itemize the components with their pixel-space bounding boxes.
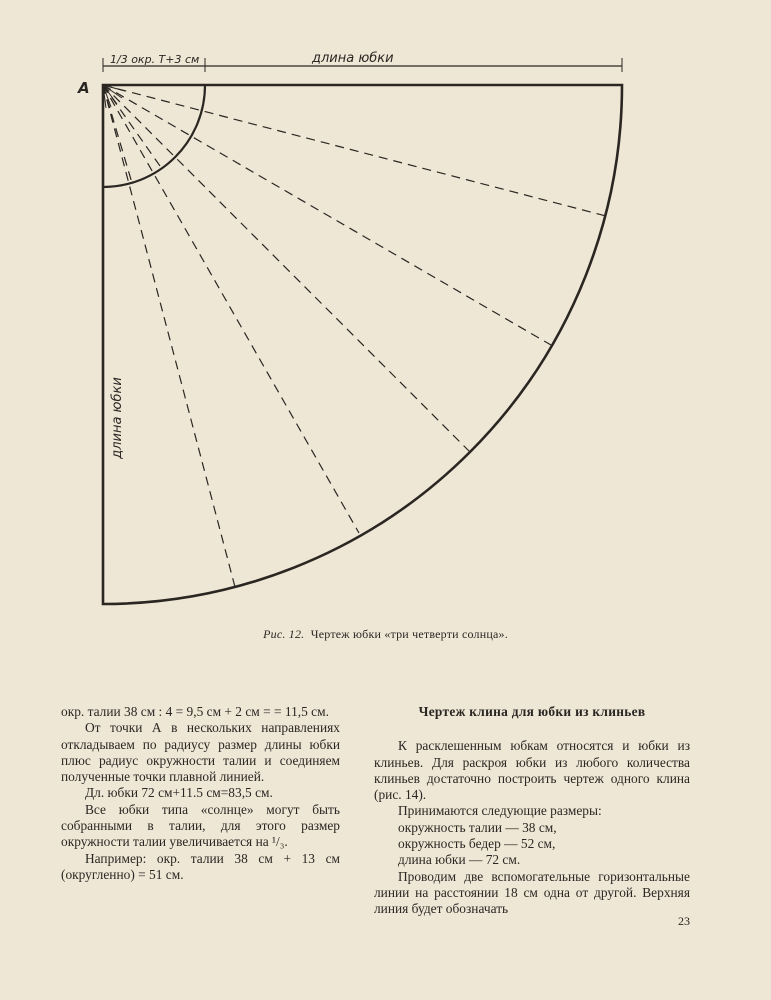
dashed-radial-line — [103, 85, 551, 345]
paragraph: Проводим две вспомогательные горизонтальные линии на расстоянии 18 см одна от другой. Верхняя линия будет обозначать — [374, 868, 690, 917]
page-number: 23 — [678, 914, 690, 928]
section-heading: Чертеж клина для юбки из клиньев — [418, 704, 646, 719]
length-label-top: длина юбки — [312, 51, 394, 66]
right-column — [374, 704, 690, 918]
paragraph: Принимаются следующие размеры: — [398, 803, 602, 819]
figure-caption — [0, 627, 771, 642]
paragraph: Например: окр. талии 38 см + 13 см (округленно) = 51 см. — [61, 850, 340, 882]
waist-radius-label: 1/3 окр. Т+3 см — [110, 53, 200, 66]
dashed-radial-line — [103, 85, 470, 452]
figure-number: Рис. 12. — [263, 627, 305, 641]
point-a-label: A — [78, 79, 90, 97]
dashed-radial-line — [103, 85, 606, 216]
figure-title: Чертеж юбки «три четверти солнца». — [310, 627, 508, 641]
length-label-side: длина юбки — [110, 377, 125, 459]
paragraph: Все юбки типа «солнце» могут быть собранными в талии, для этого размер окружности талии увеличивается на ¹/₃. — [61, 801, 340, 850]
dashed-radial-line — [103, 85, 359, 533]
paragraph: окружность талии — 38 см, — [398, 819, 557, 835]
dashed-radials — [103, 85, 606, 587]
paragraph: Дл. юбки 72 см+11.5 см=83,5 см. — [85, 785, 273, 801]
dashed-radial-line — [103, 85, 235, 587]
left-column — [61, 704, 340, 883]
paragraph: длина юбки — 72 см. — [398, 852, 521, 868]
paragraph: окр. талии 38 см : 4 = 9,5 см + 2 см = = 11,5 см. — [61, 704, 329, 719]
paragraph: От точки А в нескольких направлениях откладываем по радиусу размер длины юбки плюс радиус окружности талии и соединяем полученные точки плавной линией. — [61, 720, 340, 785]
paragraph: К расклешенным юбкам относятся и юбки из клиньев. Для раскроя юбки из любого количества клиньев достаточно построить чертеж одного клина (рис. 14). — [374, 738, 690, 803]
paragraph: окружность бедер — 52 см, — [398, 836, 556, 852]
